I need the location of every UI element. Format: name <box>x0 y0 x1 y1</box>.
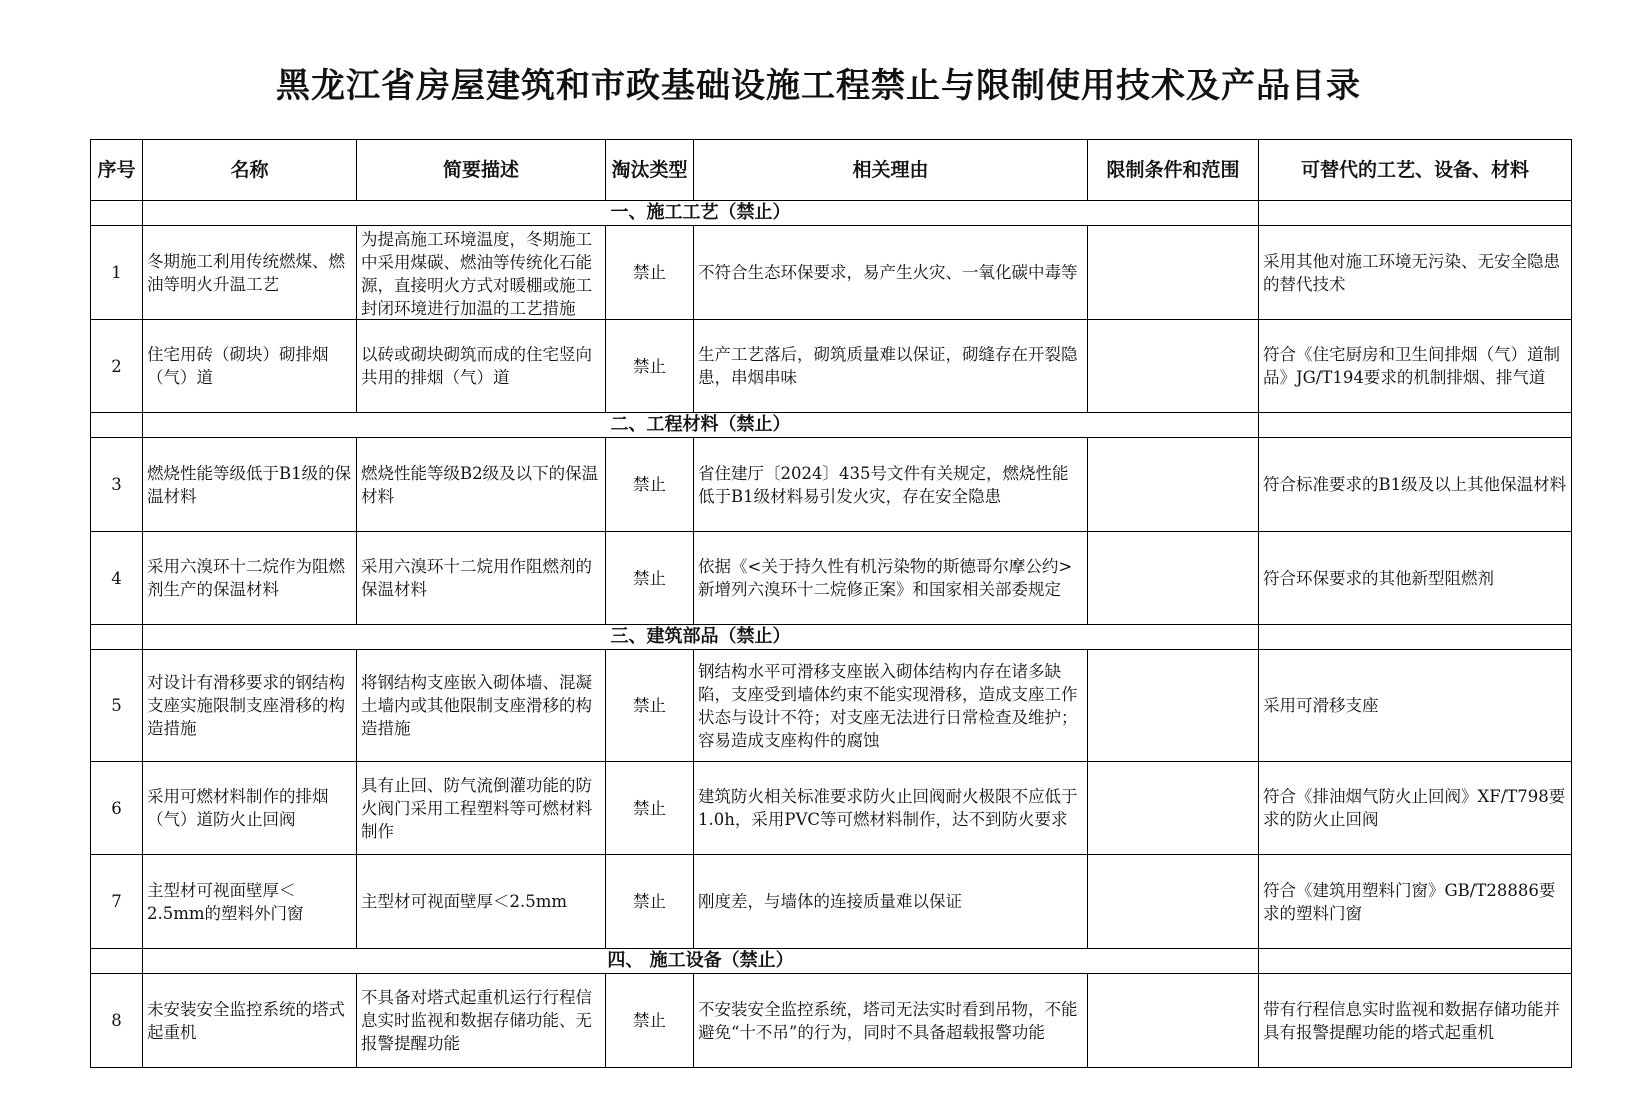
row-num: 5 <box>91 650 143 762</box>
row-type: 禁止 <box>606 974 694 1068</box>
section-row <box>91 949 1572 974</box>
row-type: 禁止 <box>606 320 694 413</box>
row-type: 禁止 <box>606 532 694 625</box>
row-reason: 省住建厅〔2024〕435号文件有关规定，燃烧性能低于B1级材料易引发火灾，存在安全隐患 <box>694 438 1088 532</box>
row-desc <box>357 226 606 320</box>
row-reason: 生产工艺落后，砌筑质量难以保证，砌缝存在开裂隐患，串烟串味 <box>694 320 1088 413</box>
row-num: 2 <box>91 320 143 413</box>
row-alt: 采用可滑移支座 <box>1259 650 1572 762</box>
row-limit <box>1088 650 1259 762</box>
row-alt: 带有行程信息实时监视和数据存储功能并具有报警提醒功能的塔式起重机 <box>1259 974 1572 1068</box>
table-row <box>91 762 1572 855</box>
table-row <box>91 532 1572 625</box>
table-row <box>91 320 1572 413</box>
row-num: 1 <box>91 226 143 320</box>
row-desc-text: 为提高施工环境温度，冬期施工中采用煤碳、燃油等传统化石能源，直接明火方式对暖棚或施工封闭环境进行加温的工艺措施 <box>361 229 592 318</box>
row-limit <box>1088 438 1259 532</box>
section-title: 三、建筑部品（禁止） <box>143 625 1259 650</box>
row-num: 3 <box>91 438 143 532</box>
row-desc: 主型材可视面壁厚＜2.5mm <box>357 855 606 949</box>
row-type: 禁止 <box>606 650 694 762</box>
section-row <box>91 625 1572 650</box>
header-name: 名称 <box>143 140 357 201</box>
row-reason: 刚度差，与墙体的连接质量难以保证 <box>694 855 1088 949</box>
row-num: 6 <box>91 762 143 855</box>
row-alt: 采用其他对施工环境无污染、无安全隐患的替代技术 <box>1259 226 1572 320</box>
row-num: 4 <box>91 532 143 625</box>
row-num: 8 <box>91 974 143 1068</box>
page-title: 黑龙江省房屋建筑和市政基础设施工程禁止与限制使用技术及产品目录 <box>276 66 1361 106</box>
section-title: 二、工程材料（禁止） <box>143 413 1259 438</box>
row-name: 采用可燃材料制作的排烟（气）道防火止回阀 <box>143 762 357 855</box>
row-name: 主型材可视面壁厚＜2.5mm的塑料外门窗 <box>143 855 357 949</box>
row-desc: 燃烧性能等级B2级及以下的保温材料 <box>357 438 606 532</box>
row-desc: 采用六溴环十二烷用作阻燃剂的保温材料 <box>357 532 606 625</box>
row-alt: 符合《住宅厨房和卫生间排烟（气）道制品》JG/T194要求的机制排烟、排气道 <box>1259 320 1572 413</box>
row-limit <box>1088 320 1259 413</box>
section-row <box>91 201 1572 226</box>
row-type: 禁止 <box>606 438 694 532</box>
table-row <box>91 226 1572 320</box>
row-limit <box>1088 532 1259 625</box>
row-num: 7 <box>91 855 143 949</box>
table-row <box>91 438 1572 532</box>
row-limit <box>1088 974 1259 1068</box>
catalog-table <box>90 139 1572 1068</box>
row-desc: 不具备对塔式起重机运行行程信息实时监视和数据存储功能、无报警提醒功能 <box>357 974 606 1068</box>
row-type: 禁止 <box>606 855 694 949</box>
row-limit <box>1088 226 1259 320</box>
row-name: 未安装安全监控系统的塔式起重机 <box>143 974 357 1068</box>
row-name: 住宅用砖（砌块）砌排烟（气）道 <box>143 320 357 413</box>
header-type: 淘汰类型 <box>606 140 694 201</box>
row-reason: 不安装安全监控系统，塔司无法实时看到吊物，不能避免“十不吊”的行为，同时不具备超载报警功能 <box>694 974 1088 1068</box>
table-row <box>91 974 1572 1068</box>
row-reason: 钢结构水平可滑移支座嵌入砌体结构内存在诸多缺陷，支座受到墙体约束不能实现滑移，造成支座工作状态与设计不符；对支座无法进行日常检查及维护；容易造成支座构件的腐蚀 <box>694 650 1088 762</box>
row-limit <box>1088 762 1259 855</box>
header-limit: 限制条件和范围 <box>1088 140 1259 201</box>
row-type: 禁止 <box>606 762 694 855</box>
header-num: 序号 <box>91 140 143 201</box>
row-name: 燃烧性能等级低于B1级的保温材料 <box>143 438 357 532</box>
row-name: 采用六溴环十二烷作为阻燃剂生产的保温材料 <box>143 532 357 625</box>
row-desc: 以砖或砌块砌筑而成的住宅竖向共用的排烟（气）道 <box>357 320 606 413</box>
header-row <box>91 140 1572 201</box>
header-reason: 相关理由 <box>694 140 1088 201</box>
section-title: 一、施工工艺（禁止） <box>143 201 1259 226</box>
table-row <box>91 855 1572 949</box>
row-desc: 将钢结构支座嵌入砌体墙、混凝土墙内或其他限制支座滑移的构造措施 <box>357 650 606 762</box>
row-alt: 符合《建筑用塑料门窗》GB/T28886要求的塑料门窗 <box>1259 855 1572 949</box>
row-limit <box>1088 855 1259 949</box>
row-reason: 建筑防火相关标准要求防火止回阀耐火极限不应低于1.0h，采用PVC等可燃材料制作，达不到防火要求 <box>694 762 1088 855</box>
row-name: 对设计有滑移要求的钢结构支座实施限制支座滑移的构造措施 <box>143 650 357 762</box>
row-alt: 符合标准要求的B1级及以上其他保温材料 <box>1259 438 1572 532</box>
row-type: 禁止 <box>606 226 694 320</box>
row-alt: 符合《排油烟气防火止回阀》XF/T798要求的防火止回阀 <box>1259 762 1572 855</box>
section-row <box>91 413 1572 438</box>
header-alt: 可替代的工艺、设备、材料 <box>1259 140 1572 201</box>
row-name: 冬期施工利用传统燃煤、燃油等明火升温工艺 <box>143 226 357 320</box>
table-row <box>91 650 1572 762</box>
row-reason: 依据《<关于持久性有机污染物的斯德哥尔摩公约>新增列六溴环十二烷修正案》和国家相关部委规定 <box>694 532 1088 625</box>
header-desc: 简要描述 <box>357 140 606 201</box>
row-alt: 符合环保要求的其他新型阻燃剂 <box>1259 532 1572 625</box>
row-reason: 不符合生态环保要求，易产生火灾、一氧化碳中毒等 <box>694 226 1088 320</box>
section-title: 四、 施工设备（禁止） <box>143 949 1259 974</box>
row-desc: 具有止回、防气流倒灌功能的防火阀门采用工程塑料等可燃材料制作 <box>357 762 606 855</box>
